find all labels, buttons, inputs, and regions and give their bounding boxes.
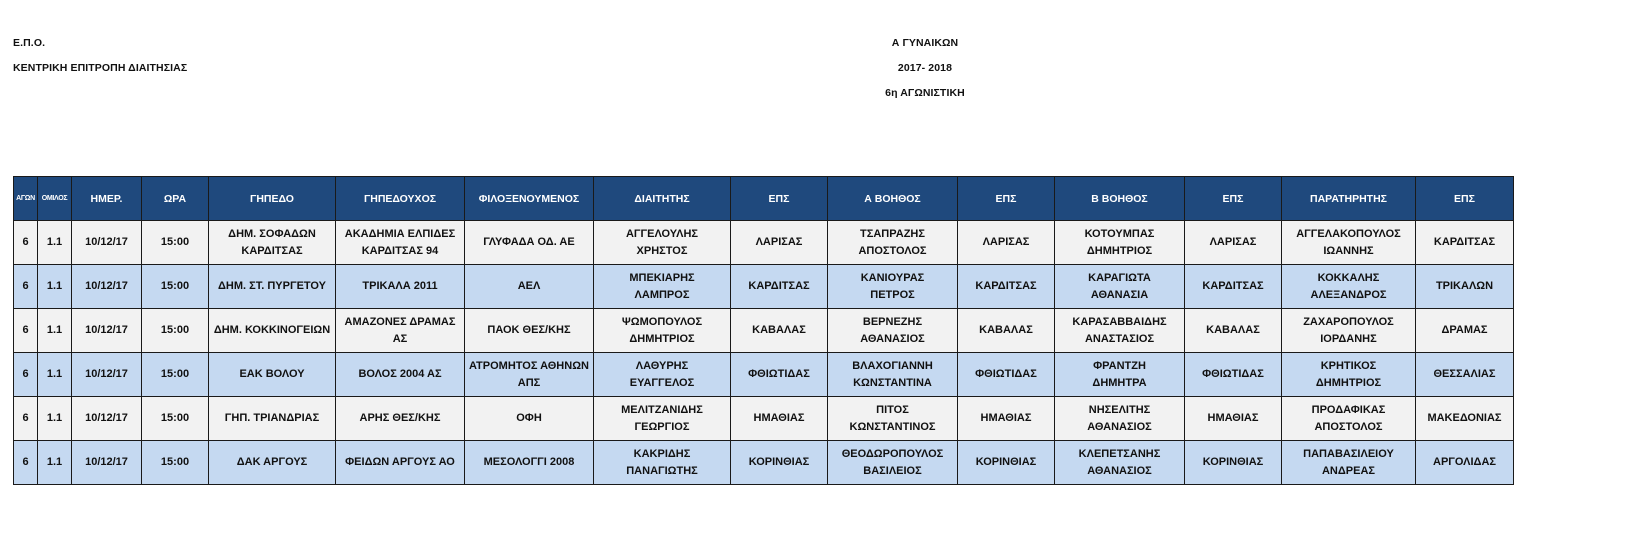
cell-stadium: [209, 309, 336, 353]
cell-stadium: [209, 397, 336, 441]
cell-assistant-b: [1055, 353, 1185, 397]
cell-observer: [1282, 441, 1416, 485]
cell-observer: [1282, 309, 1416, 353]
cell-line: ΑΕΛ: [517, 280, 541, 292]
cell-date: 10/12/17: [72, 221, 142, 265]
cell-observer-eps: ΔΡΑΜΑΣ: [1416, 309, 1514, 353]
table-header-row: [14, 177, 1514, 221]
cell-line: ΑΤΡΟΜΗΤΟΣ ΑΘΗΝΩΝ: [469, 359, 589, 372]
cell-stadium: [209, 441, 336, 485]
cell-assistant-a-eps: ΚΑΡΔΙΤΣΑΣ: [958, 265, 1055, 309]
cell-assistant-b-eps: ΛΑΡΙΣΑΣ: [1185, 221, 1282, 265]
col-header-observer: ΠΑΡΑΤΗΡΗΤΗΣ: [1282, 177, 1416, 221]
cell-line: ΚΟΚΚΑΛΗΣ: [1317, 271, 1380, 284]
table-row: [14, 265, 1514, 309]
cell-line: ΧΡΗΣΤΟΣ: [636, 244, 688, 257]
col-header-assistant-a-eps: ΕΠΣ: [958, 177, 1055, 221]
cell-assistant-b-eps: ΗΜΑΘΙΑΣ: [1185, 397, 1282, 441]
cell-line: ΙΟΡΔΑΝΗΣ: [1320, 332, 1377, 345]
cell-assistant-b: [1055, 265, 1185, 309]
cell-away-team: [465, 265, 594, 309]
col-header-referee-eps: ΕΠΣ: [731, 177, 828, 221]
cell-stadium: [209, 353, 336, 397]
cell-line: ΚΑΡΔΙΤΣΑΣ: [241, 244, 303, 257]
cell-line: ΠΕΤΡΟΣ: [870, 288, 915, 301]
cell-time: 15:00: [142, 353, 209, 397]
cell-line: ΓΗΠ. ΤΡΙΑΝΔΡΙΑΣ: [224, 412, 320, 424]
cell-referee: [594, 309, 731, 353]
cell-assistant-a: [828, 441, 958, 485]
cell-date: 10/12/17: [72, 441, 142, 485]
cell-line: ΑΠΣ: [517, 376, 541, 389]
cell-assistant-a-eps: ΚΑΒΑΛΑΣ: [958, 309, 1055, 353]
col-header-away-team: ΦΙΛΟΞΕΝΟΥΜΕΝΟΣ: [465, 177, 594, 221]
cell-assistant-a-eps: ΛΑΡΙΣΑΣ: [958, 221, 1055, 265]
cell-referee-eps: ΦΘΙΩΤΙΔΑΣ: [731, 353, 828, 397]
cell-line: ΚΟΤΟΥΜΠΑΣ: [1084, 227, 1155, 240]
cell-away-team: [465, 309, 594, 353]
cell-referee: [594, 265, 731, 309]
cell-referee-eps: ΗΜΑΘΙΑΣ: [731, 397, 828, 441]
cell-line: ΚΑΝΙΟΥΡΑΣ: [860, 271, 925, 284]
cell-line: ΔΗΜ. ΣΟΦΑΔΩΝ: [228, 227, 316, 240]
cell-assistant-b: [1055, 221, 1185, 265]
cell-line: ΑΛΕΞΑΝΔΡΟΣ: [1310, 288, 1387, 301]
cell-line: ΒΑΣΙΛΕΙΟΣ: [863, 464, 922, 477]
cell-line: ΚΑΡΔΙΤΣΑΣ 94: [361, 244, 439, 257]
cell-date: 10/12/17: [72, 397, 142, 441]
cell-away-team: [465, 441, 594, 485]
matchday-label: 6η ΑΓΩΝΙΣΤΙΚΗ: [885, 87, 965, 99]
cell-away-team: [465, 397, 594, 441]
cell-referee-eps: ΚΑΡΔΙΤΣΑΣ: [731, 265, 828, 309]
org-name: Ε.Π.Ο.: [13, 37, 46, 49]
cell-assistant-a: [828, 309, 958, 353]
cell-line: ΔΗΜΗΤΡΙΟΣ: [1315, 376, 1382, 389]
cell-time: 15:00: [142, 397, 209, 441]
cell-line: ΦΕΙΔΩΝ ΑΡΓΟΥΣ ΑΟ: [345, 456, 455, 468]
col-header-group: ΟΜΙΛΟΣ: [38, 177, 72, 221]
cell-referee: [594, 353, 731, 397]
cell-assistant-a: [828, 265, 958, 309]
cell-assistant-b: [1055, 441, 1185, 485]
cell-away-team: [465, 353, 594, 397]
cell-line: ΠΙΤΟΣ: [876, 403, 909, 416]
cell-line: ΑΓΓΕΛΑΚΟΠΟΥΛΟΣ: [1296, 227, 1401, 240]
cell-assistant-a-eps: ΗΜΑΘΙΑΣ: [958, 397, 1055, 441]
col-header-assistant-b: Β ΒΟΗΘΟΣ: [1055, 177, 1185, 221]
cell-assistant-a: [828, 221, 958, 265]
cell-assistant-a-eps: ΚΟΡΙΝΘΙΑΣ: [958, 441, 1055, 485]
cell-line: ΔΑΚ ΑΡΓΟΥΣ: [236, 456, 308, 468]
cell-assistant-b-eps: ΦΘΙΩΤΙΔΑΣ: [1185, 353, 1282, 397]
cell-time: 15:00: [142, 309, 209, 353]
cell-line: ΕΑΚ ΒΟΛΟΥ: [239, 368, 305, 380]
cell-line: ΑΝΑΣΤΑΣΙΟΣ: [1084, 332, 1155, 345]
cell-game-number: 6: [14, 397, 38, 441]
cell-date: 10/12/17: [72, 265, 142, 309]
table-row: [14, 309, 1514, 353]
cell-line: ΖΑΧΑΡΟΠΟΥΛΟΣ: [1303, 315, 1394, 328]
cell-line: ΟΦΗ: [516, 412, 542, 424]
cell-group: 1.1: [38, 353, 72, 397]
cell-line: ΚΩΝΣΤΑΝΤΙΝΟΣ: [849, 420, 936, 433]
cell-group: 1.1: [38, 221, 72, 265]
cell-line: ΑΝΔΡΕΑΣ: [1321, 464, 1375, 477]
cell-referee: [594, 441, 731, 485]
cell-observer: [1282, 221, 1416, 265]
cell-line: ΒΛΑΧΟΓΙΑΝΝΗ: [852, 359, 933, 372]
cell-home-team: [336, 221, 465, 265]
cell-assistant-b: [1055, 397, 1185, 441]
cell-home-team: [336, 441, 465, 485]
cell-referee-eps: ΛΑΡΙΣΑΣ: [731, 221, 828, 265]
cell-line: ΑΡΗΣ ΘΕΣ/ΚΗΣ: [359, 412, 441, 424]
cell-group: 1.1: [38, 441, 72, 485]
cell-game-number: 6: [14, 441, 38, 485]
cell-line: ΦΡΑΝΤΖΗ: [1093, 359, 1146, 372]
cell-line: ΚΩΝΣΤΑΝΤΙΝΑ: [853, 376, 932, 389]
cell-line: ΚΡΗΤΙΚΟΣ: [1320, 359, 1377, 372]
cell-game-number: 6: [14, 265, 38, 309]
col-header-game: ΑΓΩΝ: [14, 177, 38, 221]
cell-line: ΔΗΜΗΤΡΙΟΣ: [1086, 244, 1153, 257]
cell-date: 10/12/17: [72, 353, 142, 397]
cell-observer-eps: ΚΑΡΔΙΤΣΑΣ: [1416, 221, 1514, 265]
cell-time: 15:00: [142, 221, 209, 265]
cell-group: 1.1: [38, 397, 72, 441]
cell-observer: [1282, 265, 1416, 309]
col-header-assistant-a: Α ΒΟΗΘΟΣ: [828, 177, 958, 221]
cell-line: ΘΕΟΔΩΡΟΠΟΥΛΟΣ: [841, 447, 944, 460]
cell-time: 15:00: [142, 265, 209, 309]
cell-line: ΠΑΠΑΒΑΣΙΛΕΙΟΥ: [1303, 447, 1394, 460]
cell-referee-eps: ΚΑΒΑΛΑΣ: [731, 309, 828, 353]
cell-line: ΤΣΑΠΡΑΖΗΣ: [860, 227, 925, 240]
cell-line: ΝΗΣΕΛΙΤΗΣ: [1088, 403, 1151, 416]
cell-line: ΙΩΑΝΝΗΣ: [1323, 244, 1374, 257]
cell-line: ΔΗΜΗΤΡΑ: [1092, 376, 1147, 389]
cell-line: ΚΛΕΠΕΤΣΑΝΗΣ: [1078, 447, 1161, 460]
committee-name: ΚΕΝΤΡΙΚΗ ΕΠΙΤΡΟΠΗ ΔΙΑΙΤΗΣΙΑΣ: [13, 62, 188, 74]
cell-assistant-a: [828, 397, 958, 441]
cell-home-team: [336, 397, 465, 441]
cell-line: ΑΠΟΣΤΟΛΟΣ: [1314, 420, 1383, 433]
cell-line: ΜΕΣΟΛΟΓΓΙ 2008: [483, 456, 575, 468]
col-header-assistant-b-eps: ΕΠΣ: [1185, 177, 1282, 221]
cell-group: 1.1: [38, 309, 72, 353]
cell-line: ΔΗΜ. ΚΟΚΚΙΝΟΓΕΙΩΝ: [213, 324, 331, 336]
cell-stadium: [209, 265, 336, 309]
cell-line: ΤΡΙΚΑΛΑ 2011: [362, 280, 438, 292]
col-header-referee: ΔΙΑΙΤΗΤΗΣ: [594, 177, 731, 221]
cell-observer-eps: ΑΡΓΟΛΙΔΑΣ: [1416, 441, 1514, 485]
table-row: [14, 397, 1514, 441]
cell-line: ΜΕΛΙΤΖΑΝΙΔΗΣ: [621, 403, 703, 416]
cell-home-team: [336, 309, 465, 353]
cell-line: ΒΕΡΝΕΖΗΣ: [862, 315, 923, 328]
cell-assistant-a-eps: ΦΘΙΩΤΙΔΑΣ: [958, 353, 1055, 397]
cell-assistant-a: [828, 353, 958, 397]
cell-referee: [594, 221, 731, 265]
cell-time: 15:00: [142, 441, 209, 485]
col-header-observer-eps: ΕΠΣ: [1416, 177, 1514, 221]
cell-line: ΛΑΘΥΡΗΣ: [635, 359, 689, 372]
cell-line: ΔΗΜ. ΣΤ. ΠΥΡΓΕΤΟΥ: [217, 280, 327, 292]
cell-assistant-b-eps: ΚΟΡΙΝΘΙΑΣ: [1185, 441, 1282, 485]
cell-away-team: [465, 221, 594, 265]
cell-line: ΔΗΜΗΤΡΙΟΣ: [629, 332, 695, 345]
cell-line: ΜΠΕΚΙΑΡΗΣ: [629, 271, 695, 284]
cell-line: ΑΠΟΣΤΟΛΟΣ: [858, 244, 927, 257]
cell-line: ΑΓΓΕΛΟΥΛΗΣ: [625, 227, 698, 240]
cell-line: ΑΜΑΖΟΝΕΣ ΔΡΑΜΑΣ: [344, 315, 456, 328]
col-header-home-team: ΓΗΠΕΔΟΥΧΟΣ: [336, 177, 465, 221]
cell-group: 1.1: [38, 265, 72, 309]
cell-line: ΚΑΡΑΓΙΩΤΑ: [1088, 271, 1151, 284]
cell-line: ΚΑΡΑΣΑΒΒΑΙΔΗΣ: [1072, 315, 1167, 328]
cell-line: ΑΘΑΝΑΣΙΑ: [1090, 288, 1149, 301]
referee-assignments-table: [13, 176, 1514, 485]
cell-home-team: [336, 353, 465, 397]
cell-observer-eps: ΘΕΣΣΑΛΙΑΣ: [1416, 353, 1514, 397]
cell-game-number: 6: [14, 353, 38, 397]
cell-observer: [1282, 397, 1416, 441]
cell-game-number: 6: [14, 221, 38, 265]
cell-line: ΑΘΑΝΑΣΙΟΣ: [1087, 464, 1152, 477]
cell-line: ΛΑΜΠΡΟΣ: [634, 288, 690, 301]
cell-assistant-b-eps: ΚΑΒΑΛΑΣ: [1185, 309, 1282, 353]
cell-assistant-b: [1055, 309, 1185, 353]
table-row: [14, 221, 1514, 265]
season-label: 2017- 2018: [897, 62, 953, 74]
cell-line: ΑΘΑΝΑΣΙΟΣ: [1087, 420, 1152, 433]
cell-date: 10/12/17: [72, 309, 142, 353]
cell-line: ΑΣ: [392, 332, 408, 345]
cell-line: ΑΚΑΔΗΜΙΑ ΕΛΠΙΔΕΣ: [344, 227, 456, 240]
cell-observer-eps: ΜΑΚΕΔΟΝΙΑΣ: [1416, 397, 1514, 441]
cell-observer: [1282, 353, 1416, 397]
cell-referee: [594, 397, 731, 441]
cell-referee-eps: ΚΟΡΙΝΘΙΑΣ: [731, 441, 828, 485]
cell-line: ΓΛΥΦΑΔΑ ΟΔ. ΑΕ: [483, 236, 575, 248]
cell-line: ΕΥΑΓΓΕΛΟΣ: [629, 376, 695, 389]
cell-assistant-b-eps: ΚΑΡΔΙΤΣΑΣ: [1185, 265, 1282, 309]
cell-game-number: 6: [14, 309, 38, 353]
cell-line: ΠΑΟΚ ΘΕΣ/ΚΗΣ: [487, 324, 571, 336]
cell-line: ΒΟΛΟΣ 2004 ΑΣ: [358, 368, 442, 380]
cell-line: ΠΡΟΔΑΦΙΚΑΣ: [1311, 403, 1386, 416]
cell-line: ΓΕΩΡΓΙΟΣ: [634, 420, 690, 433]
table-row: [14, 353, 1514, 397]
cell-stadium: [209, 221, 336, 265]
cell-line: ΑΘΑΝΑΣΙΟΣ: [860, 332, 925, 345]
col-header-time: ΩΡΑ: [142, 177, 209, 221]
cell-line: ΠΑΝΑΓΙΩΤΗΣ: [626, 464, 698, 477]
cell-line: ΚΑΚΡΙΔΗΣ: [633, 447, 691, 460]
cell-observer-eps: ΤΡΙΚΑΛΩΝ: [1416, 265, 1514, 309]
col-header-date: ΗΜΕΡ.: [72, 177, 142, 221]
league-title: Α ΓΥΝΑΙΚΩΝ: [891, 37, 959, 49]
cell-line: ΨΩΜΟΠΟΥΛΟΣ: [621, 315, 703, 328]
col-header-stadium: ΓΗΠΕΔΟ: [209, 177, 336, 221]
table-row: [14, 441, 1514, 485]
cell-home-team: [336, 265, 465, 309]
